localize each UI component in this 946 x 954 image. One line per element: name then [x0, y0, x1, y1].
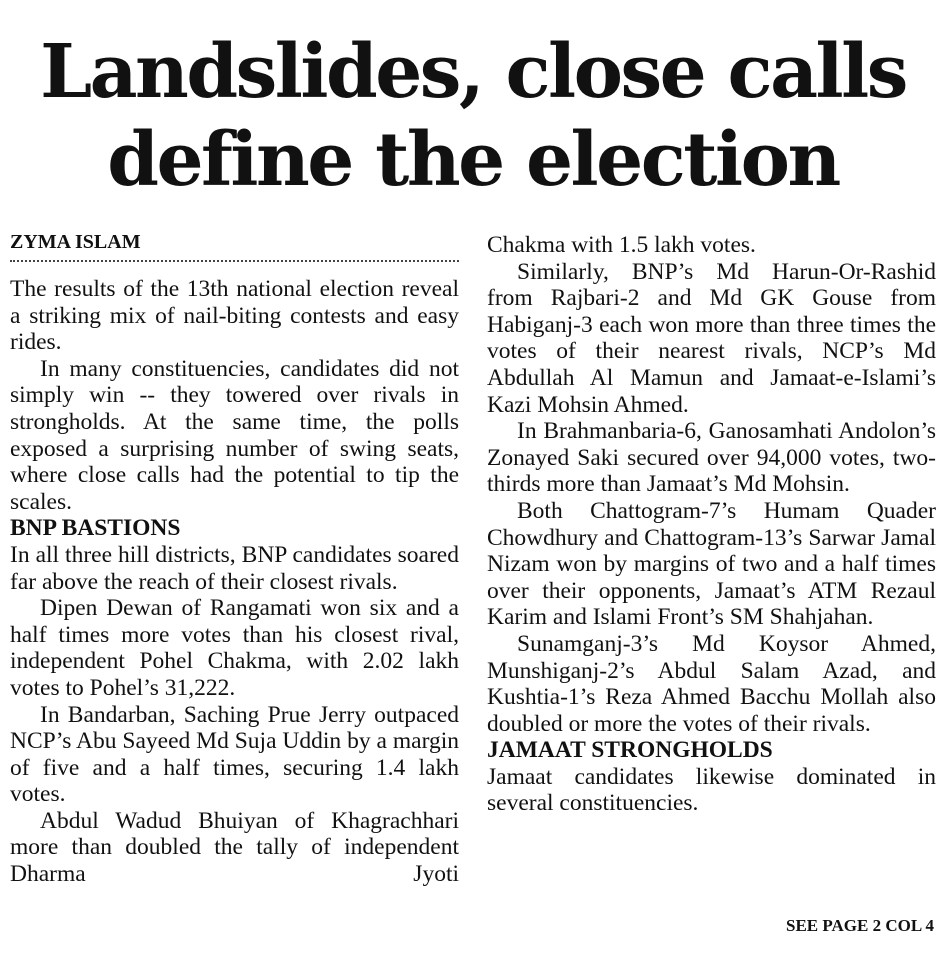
paragraph: In many constituencies, candidates did not simply win -- they towered over rivals in strongholds. At the same time, the polls exposed a surprising number of swing seats, where close calls had the potential to tip the scales.	[10, 355, 459, 515]
continuation-jump-line: SEE PAGE 2 COL 4	[786, 916, 934, 935]
headline	[0, 28, 946, 204]
subhead-bnp-bastions: BNP BASTIONS	[10, 515, 181, 542]
paragraph: Sunamganj-3’s Md Koysor Ahmed, Munshiganj-2’s Abdul Salam Azad, and Kushtia-1’s Reza Ahmed Bacchu Mollah also doubled or more the votes of their rivals.	[487, 630, 936, 737]
paragraph: In all three hill districts, BNP candidates soared far above the reach of their closest rivals.	[10, 541, 459, 595]
paragraph: In Bandarban, Saching Prue Jerry outpaced NCP’s Abu Sayeed Md Suja Uddin by a margin of five and a half times, securing 1.4 lakh votes.	[10, 701, 459, 808]
paragraph: Both Chattogram-7’s Humam Quader Chowdhury and Chattogram-13’s Sarwar Jamal Nizam won by margins of two and a half times over their opponents, Jamaat’s ATM Rezaul Karim and Islami Front’s SM Shahjahan.	[487, 497, 936, 631]
paragraph: Similarly, BNP’s Md Harun-Or-Rashid from Rajbari-2 and Md GK Gouse from Habiganj-3 each won more than three times the votes of their nearest rivals, NCP’s Md Abdullah Al Mamun and Jamaat-e-Islami’s Kazi Mohsin Ahmed.	[487, 258, 936, 418]
paragraph: In Brahmanbaria-6, Ganosamhati Andolon’s Zonayed Saki secured over 94,000 votes, two-thirds more than Jamaat’s Md Mohsin.	[487, 418, 936, 498]
subhead-jamaat-strongholds: JAMAAT STRONGHOLDS	[487, 737, 773, 764]
paragraph: The results of the 13th national election reveal a striking mix of nail-biting contests and easy rides.	[10, 276, 459, 356]
right-column	[487, 232, 936, 817]
paragraph: Abdul Wadud Bhuiyan of Khagrachhari more than doubled the tally of independent Dharma Jyoti	[10, 807, 459, 888]
headline-line-2: define the election	[107, 117, 839, 203]
byline-divider	[10, 260, 459, 262]
left-column	[10, 228, 459, 888]
paragraph: Dipen Dewan of Rangamati won six and a half times more votes than his closest rival, independent Pohel Chakma, with 2.02 lakh votes to Pohel’s 31,222.	[10, 595, 459, 701]
headline-line-1: Landslides, close calls	[40, 29, 906, 115]
byline: ZYMA ISLAM	[10, 231, 141, 253]
paragraph: Jamaat candidates likewise dominated in several constituencies.	[487, 763, 936, 817]
paragraph: Chakma with 1.5 lakh votes.	[487, 232, 756, 258]
